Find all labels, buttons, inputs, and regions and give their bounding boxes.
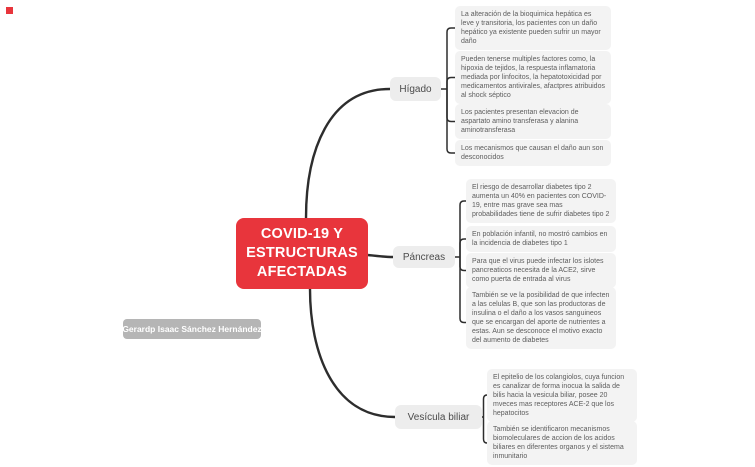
note-pancreas-2[interactable]: En población infantil, no mostró cambios en la incidencia de diabetes tipo 1 [466, 226, 616, 252]
note-pancreas-3[interactable]: Para que el virus puede infectar los islotes pancreaticos necesita de la ACE2, sirve como puerta de entrada al virus [466, 253, 616, 288]
note-vesicula-1[interactable]: El epitelio de los colangiolos, cuya funcion es canalizar de forma inocua la salida de bilis hacia la vesicula biliar, posee 20 mveces mas receptores ACE-2 que los hepatocitos [487, 369, 637, 422]
note-pancreas-4[interactable]: También se ve la posibilidad de que infecten a las celulas B, que son las productoras de insulina o el daño a los vasos sanguineos que se encargan del aporte de nutrientes a estas. Aun se desconoce el motivo exacto del aumento de diabetes [466, 287, 616, 349]
branch-node-pancreas[interactable]: Páncreas [393, 246, 455, 268]
author-tag[interactable]: Gerardp Isaac Sánchez Hernández [123, 319, 261, 339]
branch-node-vesicula[interactable]: Vesícula biliar [395, 405, 482, 429]
note-higado-2[interactable]: Pueden tenerse multiples factores como, la hipoxia de tejidos, la respuesta inflamatoria mediada por linfocitos, la hepatotoxicidad por medicamentos antivirales, afactpres atribuidos al shock séptico [455, 51, 611, 104]
note-vesicula-2[interactable]: También se identificaron mecanismos biomoleculares de accion de los acidos biliares en diferentes organos y el sistema inmunitario [487, 421, 637, 465]
branch-node-higado[interactable]: Hígado [390, 77, 441, 101]
bracket-higado [441, 28, 455, 153]
branch-line-higado [306, 89, 390, 218]
central-topic-node[interactable]: COVID-19 Y ESTRUCTURAS AFECTADAS [236, 218, 368, 289]
corner-red-marker [6, 7, 13, 14]
note-higado-4[interactable]: Los mecanismos que causan el daño aun son desconocidos [455, 140, 611, 166]
branch-line-pancreas [368, 255, 393, 257]
branch-line-vesicula [310, 289, 395, 417]
note-higado-1[interactable]: La alteración de la bioquimica hepática es leve y transitoria, los pacientes con un daño hepático ya existente pueden sufrir un mayor daño [455, 6, 611, 50]
bracket-pancreas [455, 201, 466, 323]
note-higado-3[interactable]: Los pacientes presentan elevacion de aspartato amino transferasa y alanina aminotransferasa [455, 104, 611, 139]
note-pancreas-1[interactable]: El riesgo de desarrollar diabetes tipo 2 aumenta un 40% en pacientes con COVID-19, entre mas grave sea mas probabilidades tiene de sufrir diabetes tipo 2 [466, 179, 616, 223]
